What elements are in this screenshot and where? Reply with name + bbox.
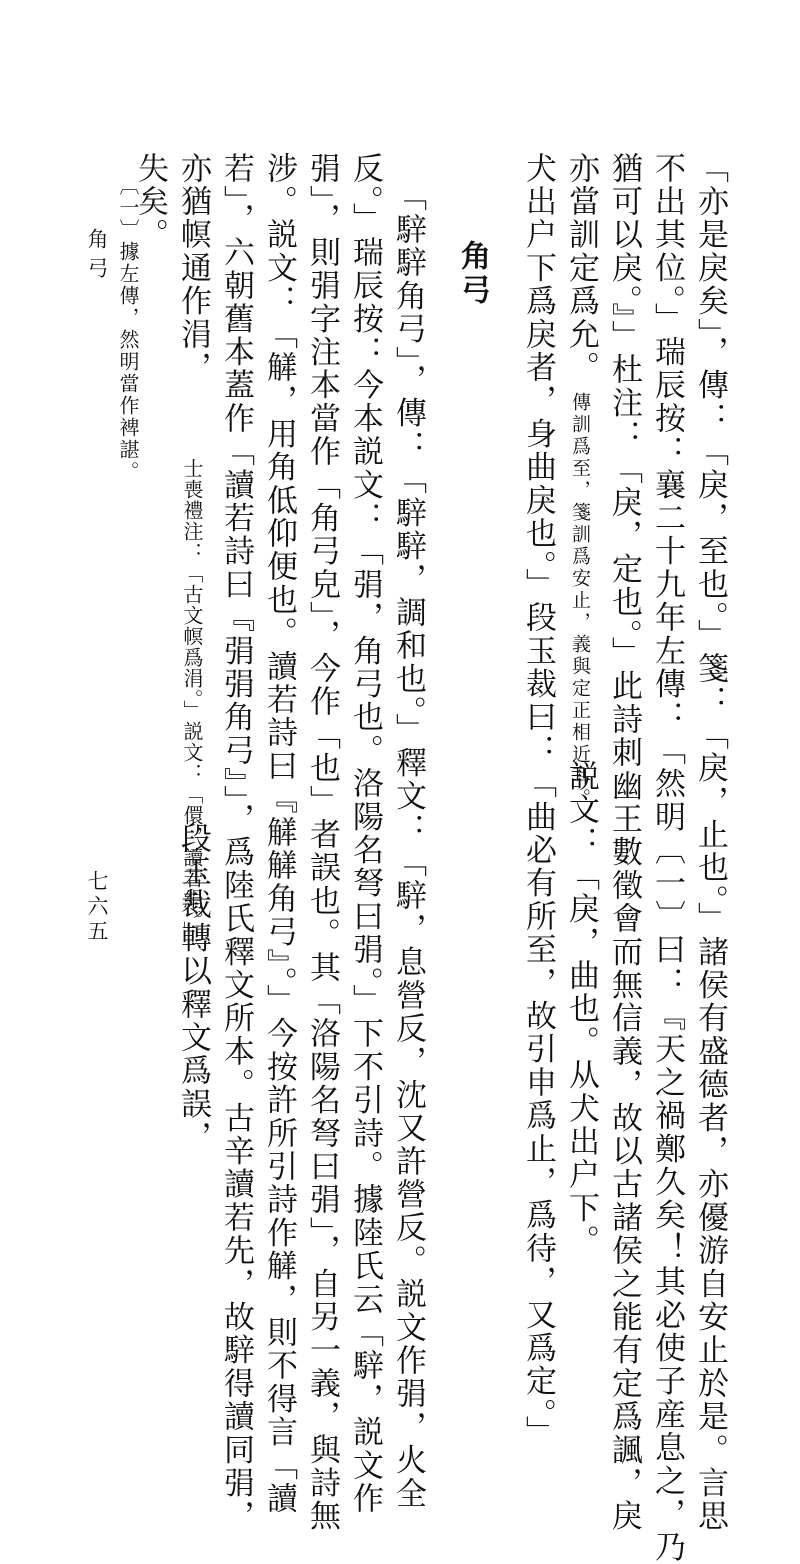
text-column-6: 「騂騂角弓」，傳：「騂騂，調和也。」釋文：「騂，息營反，沈又許營反。説文作弲，火全 [390, 180, 426, 1511]
text-column-4-small: 傳訓爲至，箋訓爲安止，義與定正相近耳。 [569, 392, 591, 810]
text-column-10: 若」，六朝舊本蓋作「讀若詩曰『弲弲角弓』」，爲陸氏釋文所本。古辛讀若先，故騂得讀同弲， [218, 152, 254, 1534]
footnote: 〔一〕據左傳，然明當作裨諶。 [116, 175, 140, 483]
section-title: 角弓 [455, 240, 490, 308]
text-column-11-tail: 段玉裁轉以釋文爲誤， [175, 822, 211, 1154]
text-column-11-head: 亦猶幎通作涓， [175, 152, 211, 385]
text-column-9: 涉。説文：「觲，用角低仰便也。讀若詩曰『觲觲角弓』。」今按許所引詩作觲，則不得言「讀 [261, 152, 297, 1516]
text-column-4-head: 亦當訓定爲允。 [563, 152, 599, 385]
text-column-1: 「亦是戾矣」，傳：「戾，至也。」箋：「戾，止也。」諸侯有盛德者，亦優游自安止於是。言思 [692, 152, 728, 1534]
text-column-2: 不出其位。」瑞辰按：襄二十九年左傳：「然明〔一〕曰：『天之禍鄭久矣！其必使子産息之，乃 [649, 152, 685, 1564]
running-head: 角弓 [85, 228, 109, 286]
text-column-3: 猶可以戾。』」杜注：「戾，定也。」此詩刺幽王數徵會而無信義，故以古諸侯之能有定爲諷，戾 [606, 152, 642, 1534]
text-column-5: 犬出户下爲戾者，身曲戾也。」段玉裁曰：「曲必有所至，故引申爲止，爲待，又爲定。」 [520, 152, 556, 1449]
text-column-11-small: 士喪禮注：「古文幎爲涓。」説文：「儇，讀若絹。」 [180, 458, 204, 942]
page-number: 七六五 [85, 870, 109, 945]
text-column-12: 失矣。 [132, 152, 168, 252]
text-column-7: 反。」瑞辰按：今本説文：「弲，角弓也。洛陽名弩曰弲。」下不引詩。據陸氏云「騂，説文作 [347, 152, 383, 1516]
text-column-4-tail: 説文：「戾，曲也。从犬出户下。 [563, 760, 599, 1258]
text-column-8: 弲」，則弲字注本當作「角弓皃」，今作「也」者誤也。其「洛陽名弩曰弲」，自另一義，與詩無 [304, 152, 340, 1534]
